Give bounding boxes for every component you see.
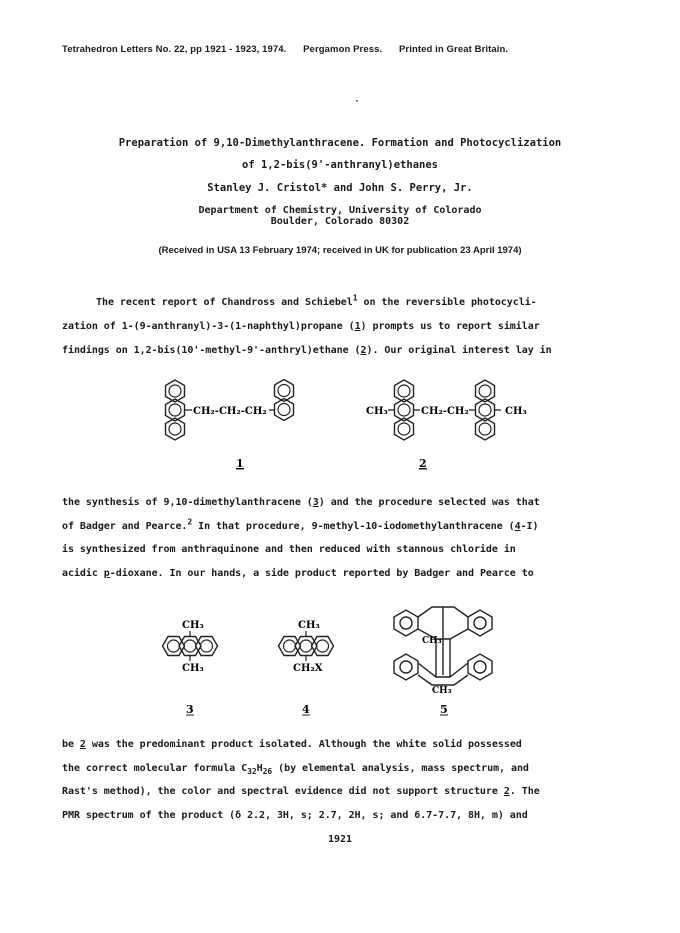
compound-ref-2c: 2 [503,786,510,797]
methyl-bottom-3: CH₃ [182,663,204,674]
citation-2: 2 [187,517,193,527]
compound-label-1: 1 [236,457,244,470]
printed-in: Printed in Great Britain. [399,44,509,55]
compound-ref-4: 4 [514,521,521,532]
publisher: Pergamon Press. [303,44,383,55]
methyl-right-label: CH₃ [505,406,527,417]
anthracene-ring-right [476,380,495,440]
para2-line4: acidic p-dioxane. In our hands, a side product reported by Badger and Pearce to [62,568,534,579]
anthracene-ring-4 [279,637,334,656]
compound-label-4: 4 [302,703,310,716]
citation-1: 1 [352,293,358,303]
ch2x-bottom-4: CH₂X [293,663,323,674]
compound-ref-1: 1 [354,321,361,332]
compound-label-2: 2 [419,457,427,470]
para-prefix: p [103,568,110,579]
methyl-left-label: CH₃ [366,406,388,417]
journal-citation: Tetrahedron Letters No. 22, pp 1921 - 1923, 1974. [62,44,287,55]
para1-line2: zation of 1-(9-anthranyl)-3-(1-naphthyl)propane (1) prompts us to report similar [62,321,540,332]
authors: Stanley J. Cristol* and John S. Perry, Jr. [207,182,473,194]
compound-ref-2: 2 [360,345,367,356]
methyl-lower-5: CH₃ [432,686,452,696]
para2-line2: of Badger and Pearce.$^2$ In that procedure, 9-methyl-10-iodomethylanthracene (4-I) [62,517,539,532]
anthracene-ring-3 [163,637,218,656]
ethane-chain-label: CH₂-CH₂ [421,406,469,417]
para1-line1: The recent report of Chandross and Schiebel$^1$ on the reversible photocycli- [96,293,537,308]
methyl-top-3: CH₃ [182,620,204,631]
anthracene-ring-left [395,380,414,440]
received-dates: (Received in USA 13 February 1974; received in UK for publication 23 April 1974) [158,245,522,256]
compound-label-3: 3 [186,703,194,716]
para2-line3: is synthesized from anthraquinone and then reduced with stannous chloride in [62,544,516,555]
affiliation-line2: Boulder, Colorado 80302 [270,216,410,227]
figure-compounds-1-2 [150,370,550,475]
para1-line3: findings on 1,2-bis(10'-methyl-9'-anthryl)ethane (2). Our original interest lay in [62,345,552,356]
para3-line1: be 2 was the predominant product isolated. Although the white solid possessed [62,739,522,750]
figure-compounds-3-4-5 [150,595,530,725]
cyclized-dimer-structure [394,607,492,685]
compound-ref-3: 3 [312,497,319,508]
methyl-top-4: CH₃ [298,620,320,631]
compound-label-5: 5 [440,703,448,716]
naphthalene-ring [275,380,294,421]
methyl-upper-5: CH₃ [422,636,442,646]
para3-line2: the correct molecular formula $C_{32}H_{26}$ (by elemental analysis, mass spectrum, and [62,763,529,776]
para3-line3: Rast's method), the color and spectral evidence did not support structure 2. The [62,786,540,797]
propane-chain-label: CH₂-CH₂-CH₂ [193,406,267,417]
page-number: 1921 [327,834,353,845]
speck [356,100,358,102]
para2-line1: the synthesis of 9,10-dimethylanthracene (3) and the procedure selected was that [62,497,540,508]
para3-line4: PMR spectrum of the product (δ 2.2, 3H, s; 2.7, 2H, s; and 6.7-7.7, 8H, m) and [62,810,528,821]
running-header [62,44,522,55]
compound-ref-2b: 2 [79,739,86,750]
article-title-line1: Preparation of 9,10-Dimethylanthracene. Formation and Photocyclization [118,137,562,149]
article-title-line2: of 1,2-bis(9'-anthranyl)ethanes [242,159,438,171]
affiliation-line1: Department of Chemistry, University of Colorado [198,205,482,216]
anthracene-ring [166,380,185,440]
